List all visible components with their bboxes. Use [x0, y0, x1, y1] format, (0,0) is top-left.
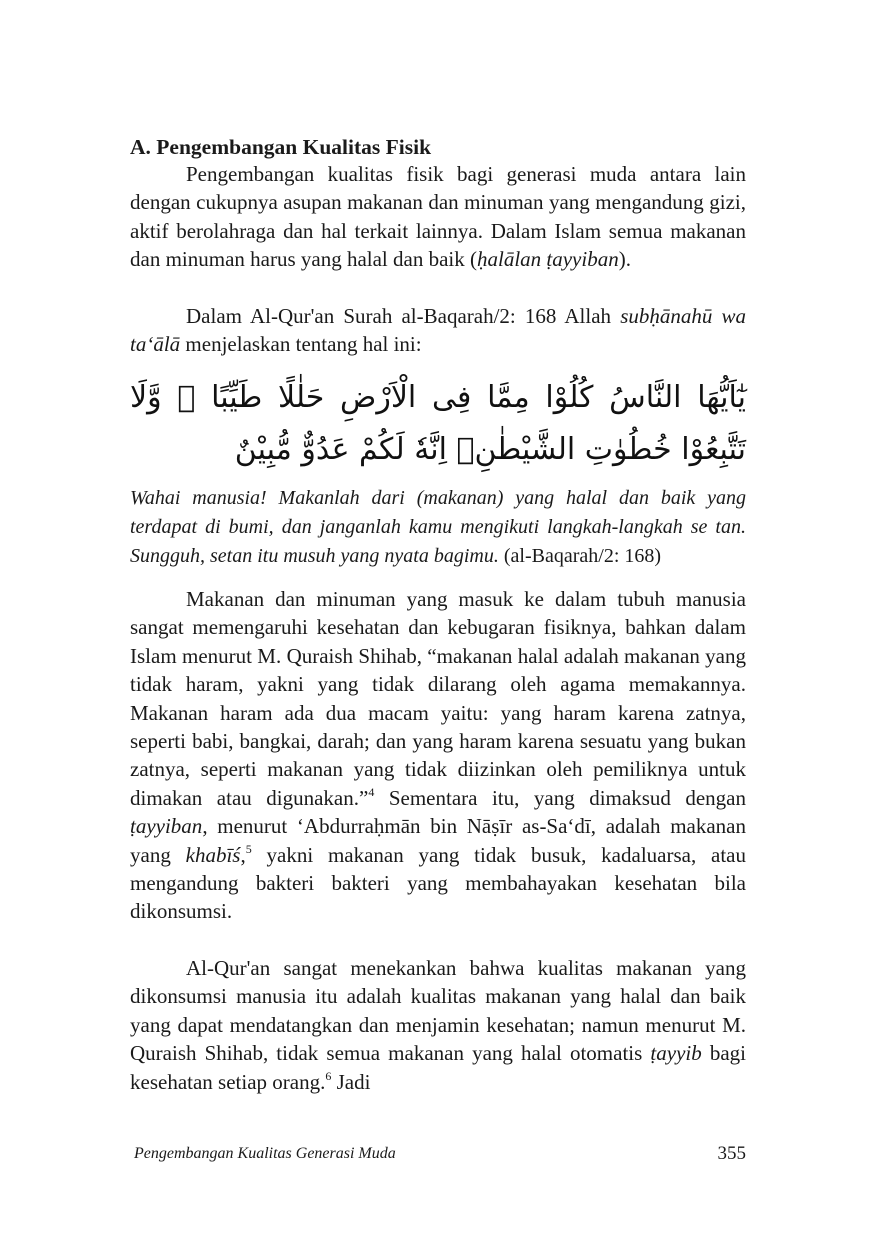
paragraph-3-text-c: , menurut ‘Abdurraḥmān bin Nāṣīr as-Sa‘dī, adalah makanan yang [130, 814, 746, 867]
paragraph-1-end: ). [618, 247, 631, 272]
paragraph-3-text-b: Sementara itu, yang dimaksud dengan [374, 785, 747, 810]
page-footer [130, 1141, 746, 1167]
footnote-ref-4: 4 [368, 784, 375, 799]
paragraph-4 [130, 954, 746, 1096]
paragraph-3 [130, 585, 746, 926]
page-number: 355 [717, 1143, 746, 1164]
verse-translation-text: Wahai manusia! Makanlah dari (makanan) yang halal dan baik yang terdapat di bumi, dan janganlah kamu mengikuti langkah-langkah se tan. Sungguh, setan itu musuh yang nyata bagimu. [130, 487, 746, 567]
paragraph-4-text-a: Al-Qur'an sangat menekankan bahwa kualitas makanan yang dikonsumsi manusia itu adalah kualitas makanan yang halal dan baik yang dapat mendatangkan dan menjamin kesehatan; namun menurut M. Quraish Shihab, tidak semua makanan yang halal otomatis [130, 956, 746, 1066]
footnote-ref-6: 6 [325, 1068, 332, 1083]
footnote-ref-5: 5 [245, 841, 252, 856]
paragraph-2-term: subḥānahū wa ta‘ālā [130, 304, 747, 357]
book-page [130, 0, 746, 1240]
verse-translation [130, 484, 746, 571]
paragraph-4-term: ṭayyib [650, 1041, 702, 1066]
quran-verse-arabic: يٰٓاَيُّهَا النَّاسُ كُلُوْا مِمَّا فِى الْاَرْضِ حَلٰلًا طَيِّبًا ۖ وَّلَا تَتَّبِعُوْا خُطُوٰتِ الشَّيْطٰنِۗ اِنَّهٗ لَكُمْ عَدُوٌّ مُّبِيْنٌ [130, 380, 746, 467]
paragraph-1-term: ḥalālan ṭayyiban [476, 247, 619, 272]
verse-reference: (al-Baqarah/2: 168) [498, 545, 662, 567]
running-title: Pengembangan Kualitas Generasi Muda [134, 1145, 396, 1162]
paragraph-1 [130, 160, 746, 274]
paragraph-4-text-b: bagi kesehatan setiap orang. [130, 1041, 747, 1094]
paragraph-3-text-e: yakni makanan yang tidak busuk, kadaluarsa, atau mengandung bakteri bakteri yang membahayakan kesehatan bila dikonsumsi. [130, 842, 746, 924]
section-heading: A. Pengembangan Kualitas Fisik [130, 135, 432, 159]
paragraph-3-text-d: , [240, 842, 246, 867]
paragraph-1-text: Pengembangan kualitas fisik bagi generasi muda antara lain dengan cukupnya asupan makanan dan minuman yang mengandung gizi, aktif berolahraga dan hal terkait lainnya. Dalam Islam semua makanan dan minuman harus yang halal dan baik ( [130, 162, 746, 272]
paragraph-2 [130, 302, 746, 359]
paragraph-4-text-c: Jadi [331, 1069, 371, 1094]
paragraph-2-text: Dalam Al-Qur'an Surah al-Baqarah/2: 168 Allah [186, 304, 621, 328]
paragraph-3-text-a: Makanan dan minuman yang masuk ke dalam tubuh manusia sangat memengaruhi kesehatan dan kebugaran fisiknya, bahkan dalam Islam menurut M. Quraish Shihab, “makanan halal adalah makanan yang tidak haram, yakni yang tidak dilarang oleh agama memakannya. Makanan haram ada dua macam yaitu: yang haram karena zatnya, seperti babi, bangkai, darah; dan yang haram karena sesuatu yang bukan zatnya, seperti makanan yang tidak diizinkan oleh pemiliknya untuk dimakan atau digunakan.” [130, 587, 746, 810]
paragraph-3-term-b: khabīś [185, 842, 241, 867]
paragraph-2-end: menjelaskan tentang hal ini: [180, 332, 422, 357]
paragraph-3-term-a: ṭayyiban [130, 814, 203, 839]
